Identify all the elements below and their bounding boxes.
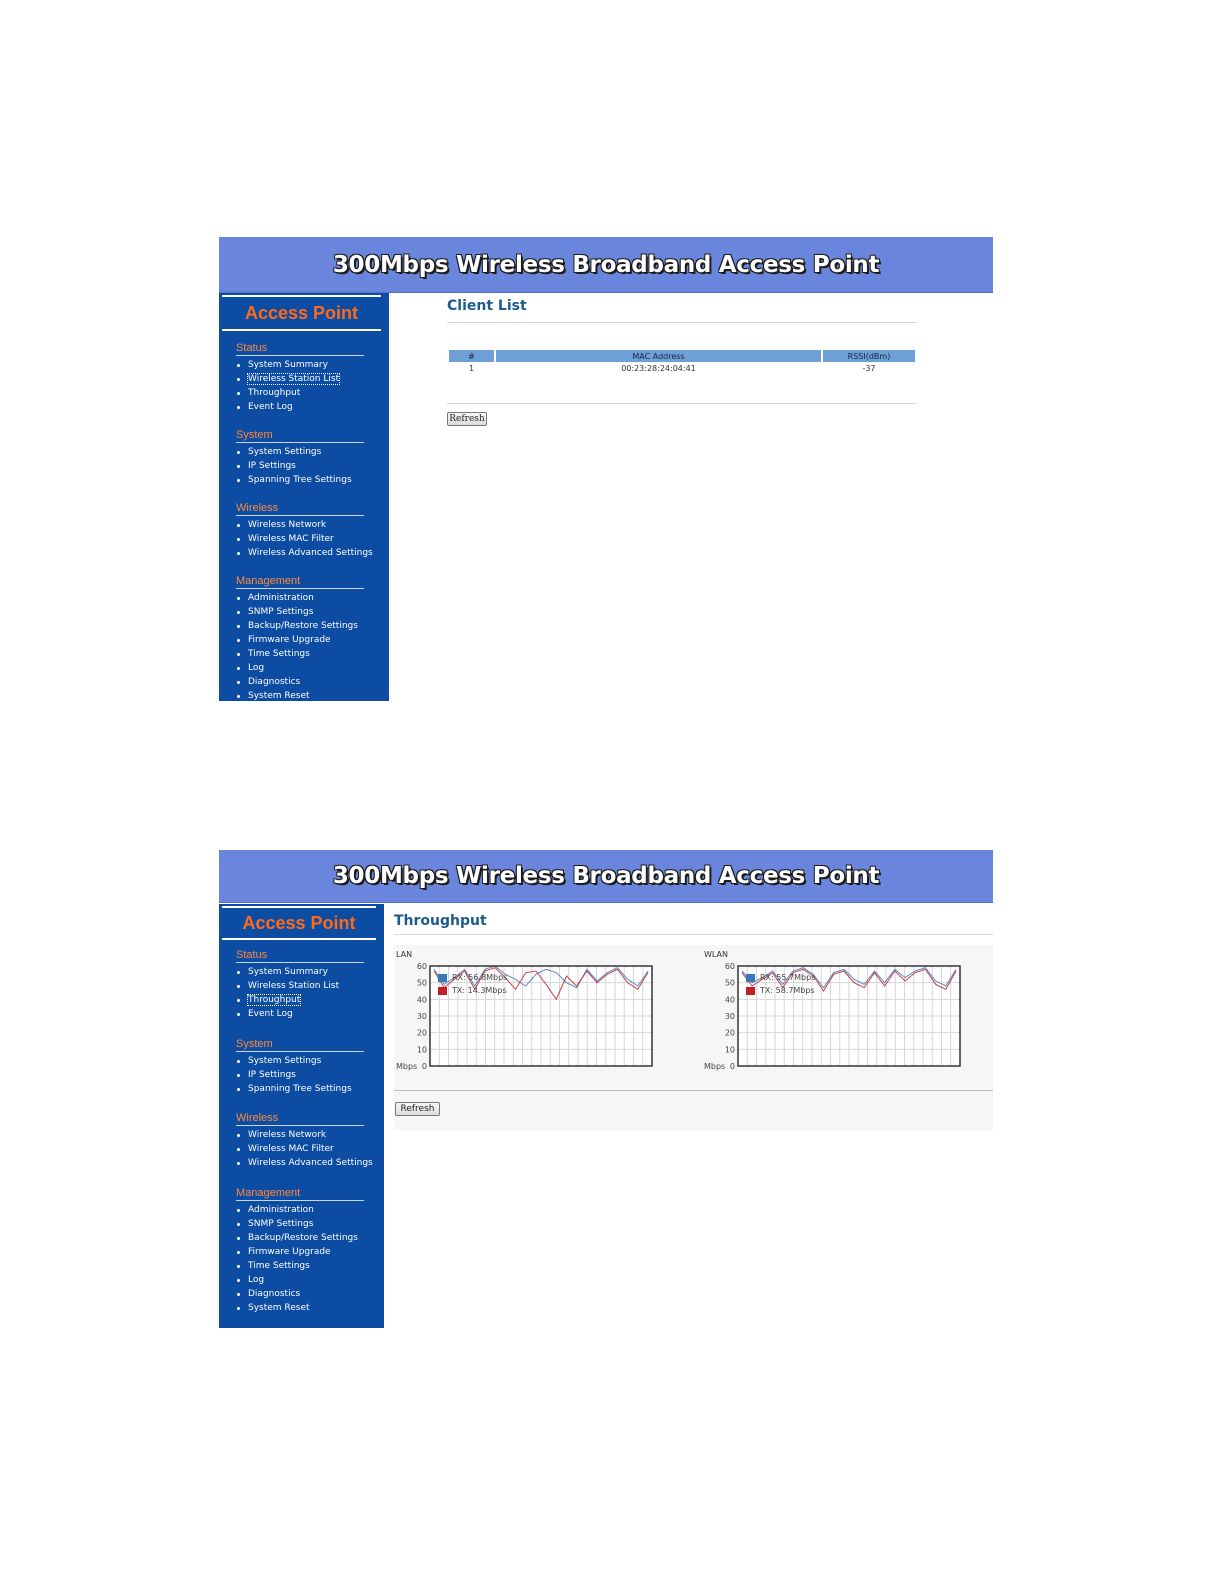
sidebar-item-wireless-network[interactable] — [236, 518, 373, 532]
sidebar-item-label: Throughput — [248, 388, 301, 398]
banner-title: 300Mbps Wireless Broadband Access Point — [332, 251, 880, 278]
sidebar-item-event-log[interactable] — [236, 400, 364, 414]
sidebar — [219, 293, 389, 701]
sidebar-heading: Access Point — [222, 295, 381, 331]
y-tick-label: 50 — [416, 978, 427, 988]
header-banner — [219, 237, 993, 293]
sidebar-item-snmp-settings[interactable] — [236, 605, 364, 619]
refresh-button[interactable]: Refresh — [395, 1102, 440, 1116]
sidebar-item-system-reset[interactable] — [236, 689, 364, 703]
sidebar-item-label: Backup/Restore Settings — [248, 621, 358, 631]
lan-chart-title: LAN — [396, 950, 413, 959]
sidebar-item-label: SNMP Settings — [248, 1219, 314, 1229]
legend-label: TX: 14.3Mbps — [452, 986, 507, 995]
sidebar-item-label: Time Settings — [248, 649, 310, 659]
column-header-index: # — [449, 350, 494, 362]
sidebar-item-ip-settings[interactable] — [236, 1068, 364, 1082]
sidebar-section-title: Wireless — [236, 1112, 364, 1126]
sidebar-item-firmware-upgrade[interactable] — [236, 1245, 364, 1259]
sidebar-item-wireless-network[interactable] — [236, 1128, 373, 1142]
sidebar — [219, 904, 384, 1328]
sidebar-item-system-summary[interactable] — [236, 358, 364, 372]
legend-label: RX: 56.8Mbps — [452, 973, 508, 982]
sidebar-item-label: Throughput — [248, 995, 301, 1005]
sidebar-section-status — [236, 342, 364, 414]
sidebar-item-label: Wireless Network — [248, 520, 327, 530]
sidebar-section-title: Management — [236, 575, 364, 589]
sidebar-item-backup-restore-settings[interactable] — [236, 619, 364, 633]
sidebar-section-status — [236, 949, 364, 1021]
y-tick-label: 30 — [416, 1012, 427, 1021]
legend-swatch — [746, 974, 755, 982]
y-tick-label: 20 — [416, 1028, 427, 1038]
sidebar-item-label: Event Log — [248, 402, 293, 412]
sidebar-item-wireless-mac-filter[interactable] — [236, 1142, 373, 1156]
y-tick-label: 0 — [421, 1062, 427, 1071]
wlan-chart-title: WLAN — [704, 950, 729, 959]
sidebar-item-label: Spanning Tree Settings — [248, 1084, 352, 1094]
legend-label: RX: 55.7Mbps — [760, 973, 816, 982]
sidebar-item-label: Log — [248, 663, 265, 673]
sidebar-item-label: Backup/Restore Settings — [248, 1233, 358, 1243]
throughput-screenshot — [219, 850, 993, 1328]
sidebar-item-label: Wireless Station List — [248, 981, 340, 991]
legend-label: TX: 58.7Mbps — [760, 986, 815, 995]
lan-throughput-chart — [394, 960, 656, 1072]
divider — [447, 403, 917, 404]
y-tick-label: 10 — [416, 1045, 427, 1055]
y-tick-label: 20 — [724, 1028, 735, 1038]
row-mac-address: 00:23:28:24:04:41 — [621, 364, 696, 373]
row-index: 1 — [468, 364, 475, 373]
sidebar-item-label: Spanning Tree Settings — [248, 475, 352, 485]
legend-swatch — [438, 987, 447, 995]
sidebar-item-log[interactable] — [236, 1273, 364, 1287]
y-tick-label: 60 — [724, 962, 735, 971]
page-title: Client List — [447, 298, 527, 314]
sidebar-item-spanning-tree-settings[interactable] — [236, 1082, 364, 1096]
header-banner — [219, 850, 993, 903]
sidebar-item-label: Firmware Upgrade — [248, 1247, 331, 1257]
legend-swatch — [746, 987, 755, 995]
sidebar-item-label: Diagnostics — [248, 1289, 301, 1299]
legend-rx — [746, 971, 815, 984]
table-row — [449, 362, 915, 375]
lan-legend — [438, 971, 507, 997]
sidebar-item-label: Administration — [248, 1205, 314, 1215]
sidebar-item-label: System Summary — [248, 360, 328, 370]
legend-tx — [438, 984, 507, 997]
sidebar-item-label: IP Settings — [248, 461, 296, 471]
divider — [447, 322, 917, 323]
sidebar-item-label: Wireless MAC Filter — [248, 534, 334, 544]
sidebar-section-system — [236, 429, 364, 487]
sidebar-item-time-settings[interactable] — [236, 647, 364, 661]
page-title: Throughput — [394, 913, 487, 929]
client-list-screenshot — [219, 237, 993, 701]
y-tick-label: 50 — [724, 978, 735, 988]
sidebar-item-diagnostics[interactable] — [236, 1287, 364, 1301]
sidebar-item-label: IP Settings — [248, 1070, 296, 1080]
sidebar-section-wireless — [236, 1112, 373, 1170]
sidebar-item-wireless-station-list[interactable] — [236, 979, 364, 993]
sidebar-item-time-settings[interactable] — [236, 1259, 364, 1273]
sidebar-item-spanning-tree-settings[interactable] — [236, 473, 364, 487]
sidebar-item-wireless-advanced-settings[interactable] — [236, 546, 373, 560]
sidebar-section-management — [236, 575, 364, 703]
column-header-rssi: RSSI(dBm) — [823, 350, 915, 362]
sidebar-item-ip-settings[interactable] — [236, 459, 364, 473]
legend-swatch — [438, 974, 447, 982]
sidebar-item-administration[interactable] — [236, 591, 364, 605]
sidebar-section-title: System — [236, 1038, 364, 1052]
sidebar-section-wireless — [236, 502, 373, 560]
sidebar-item-throughput[interactable] — [236, 386, 364, 400]
y-tick-label: 40 — [416, 995, 427, 1005]
banner-title: 300Mbps Wireless Broadband Access Point — [332, 863, 880, 889]
y-axis-label: Mbps — [704, 1062, 726, 1071]
sidebar-item-label: Firmware Upgrade — [248, 635, 331, 645]
y-tick-label: 0 — [729, 1062, 735, 1071]
sidebar-section-title: System — [236, 429, 364, 443]
sidebar-section-management — [236, 1187, 364, 1315]
client-table — [447, 350, 917, 375]
sidebar-item-label: Administration — [248, 593, 314, 603]
sidebar-item-label: Wireless Advanced Settings — [248, 1158, 373, 1168]
sidebar-item-label: System Reset — [248, 1303, 310, 1313]
sidebar-item-label: Diagnostics — [248, 677, 301, 687]
sidebar-item-label: System Summary — [248, 967, 328, 977]
sidebar-item-event-log[interactable] — [236, 1007, 364, 1021]
legend-rx — [438, 971, 507, 984]
sidebar-item-log[interactable] — [236, 661, 364, 675]
y-tick-label: 30 — [724, 1012, 735, 1021]
sidebar-item-label: SNMP Settings — [248, 607, 314, 617]
sidebar-item-diagnostics[interactable] — [236, 675, 364, 689]
y-tick-label: 10 — [724, 1045, 735, 1055]
y-tick-label: 60 — [416, 962, 427, 971]
sidebar-item-snmp-settings[interactable] — [236, 1217, 364, 1231]
divider — [394, 934, 993, 935]
sidebar-item-label: Log — [248, 1275, 265, 1285]
sidebar-item-wireless-mac-filter[interactable] — [236, 532, 373, 546]
sidebar-item-system-settings[interactable] — [236, 1054, 364, 1068]
wlan-legend — [746, 971, 815, 997]
sidebar-item-label: Wireless MAC Filter — [248, 1144, 334, 1154]
sidebar-item-firmware-upgrade[interactable] — [236, 633, 364, 647]
sidebar-item-label: Wireless Station List — [248, 374, 340, 384]
sidebar-item-throughput[interactable] — [236, 993, 364, 1007]
sidebar-item-backup-restore-settings[interactable] — [236, 1231, 364, 1245]
sidebar-section-title: Status — [236, 342, 364, 356]
sidebar-item-label: Wireless Network — [248, 1130, 327, 1140]
sidebar-item-wireless-advanced-settings[interactable] — [236, 1156, 373, 1170]
sidebar-item-label: Wireless Advanced Settings — [248, 548, 373, 558]
divider — [394, 1090, 993, 1091]
sidebar-section-title: Management — [236, 1187, 364, 1201]
sidebar-section-title: Status — [236, 949, 364, 963]
sidebar-item-label: System Reset — [248, 691, 310, 701]
sidebar-item-label: Event Log — [248, 1009, 293, 1019]
sidebar-item-label: Time Settings — [248, 1261, 310, 1271]
row-rssi: -37 — [862, 364, 876, 373]
sidebar-item-system-summary[interactable] — [236, 965, 364, 979]
y-axis-label: Mbps — [396, 1062, 418, 1071]
wlan-throughput-chart — [702, 960, 964, 1072]
table-header-row — [449, 350, 915, 362]
sidebar-section-title: Wireless — [236, 502, 364, 516]
legend-tx — [746, 984, 815, 997]
column-header-mac: MAC Address — [496, 350, 821, 362]
y-tick-label: 40 — [724, 995, 735, 1005]
sidebar-item-label: System Settings — [248, 447, 322, 457]
sidebar-section-system — [236, 1038, 364, 1096]
sidebar-heading: Access Point — [222, 906, 376, 940]
sidebar-item-label: System Settings — [248, 1056, 322, 1066]
refresh-button[interactable]: Refresh — [447, 412, 487, 426]
sidebar-item-system-reset[interactable] — [236, 1301, 364, 1315]
sidebar-item-wireless-station-list[interactable] — [236, 372, 364, 386]
sidebar-item-administration[interactable] — [236, 1203, 364, 1217]
sidebar-item-system-settings[interactable] — [236, 445, 364, 459]
